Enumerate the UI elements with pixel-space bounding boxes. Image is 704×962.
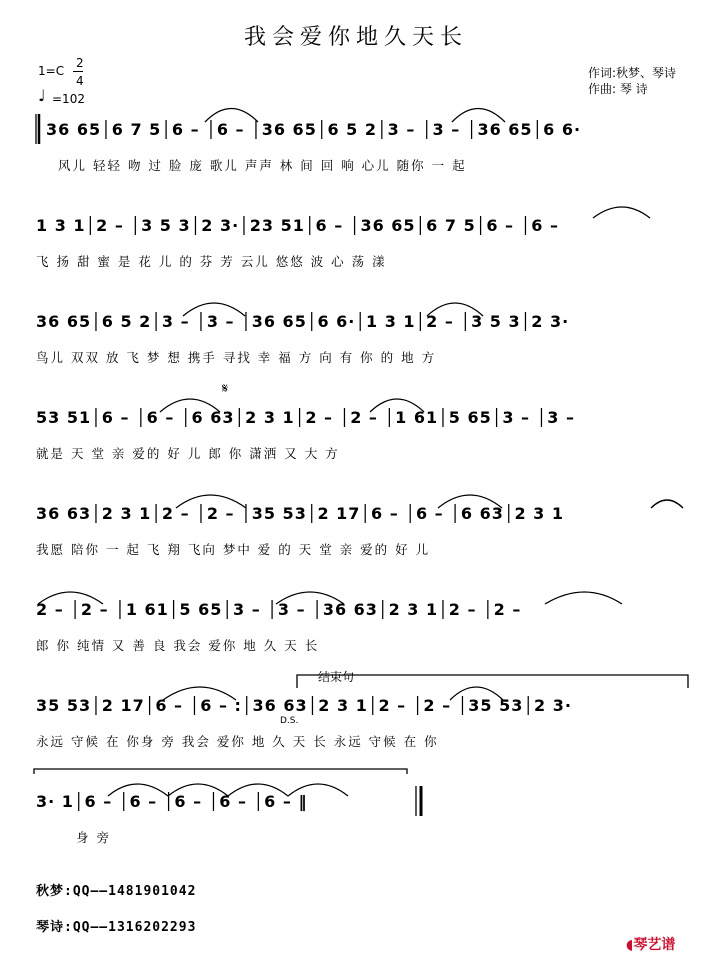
system-8-notes: 3· 1│6 – │6 – │6 – │6 – │6 – ‖ (36, 792, 308, 811)
tempo: =102 (52, 92, 85, 106)
contact-value: QQ——1316202293 (72, 920, 197, 935)
system-8-lyrics: 身 旁 (76, 830, 111, 845)
system-5-lyrics: 我愿 陪你 一 起 飞 翔 飞向 梦中 爱 的 天 堂 亲 爱的 好 儿 (36, 542, 431, 557)
contact-name: 琴诗: (36, 920, 73, 935)
system-6-notes: 2 – │2 – │1 61│5 65│3 – │3 – │36 63│2 3 1│2 – │2 – (36, 600, 522, 619)
time-signature-bottom: 4 (76, 74, 84, 88)
system-7-lyrics: 永远 守候 在 你身 旁 我会 爱你 地 久 天 长 永远 守候 在 你 (36, 734, 439, 749)
watermark-logo (626, 934, 675, 954)
system-1-lyrics: 风儿 轻轻 吻 过 脸 庞 歌儿 声声 林 间 回 响 心儿 随你 一 起 (58, 158, 467, 173)
system-3-lyrics: 鸟儿 双双 放 飞 梦 想 携手 寻找 幸 福 方 向 有 你 的 地 方 (36, 350, 437, 365)
system-3-notes: 36 65│6 5 2│3 – │3 – │36 65│6 6·│1 3 1│2 – │3 5 3│2 3· (36, 312, 570, 331)
system-4-lyrics: 就是 天 堂 亲 爱的 好 儿 郎 你 潇洒 又 大 方 (36, 446, 340, 461)
system-4-notes: 53 51│6 – │6 – │6 63│2 3 1│2 – │2 – │1 61│5 65│3 – │3 – (36, 408, 575, 427)
ending-label: 结束句 (318, 670, 355, 684)
contact-qinshi (36, 916, 196, 935)
contact-name: 秋梦: (36, 884, 73, 899)
contact-qiumeng (36, 880, 196, 899)
system-6-lyrics: 郎 你 纯情 又 善 良 我会 爱你 地 久 天 长 (36, 638, 320, 653)
watermark-icon: ◖ (626, 937, 634, 953)
system-2-notes: 1 3 1│2 – │3 5 3│2 3·│23 51│6 – │36 65│6 7 5│6 – │6 – (36, 216, 559, 235)
watermark-text: 琴艺谱 (633, 937, 676, 953)
system-5-notes: 36 63│2 3 1│2 – │2 – │35 53│2 17│6 – │6 – │6 63│2 3 1 (36, 504, 565, 523)
time-signature-top: 2 (76, 56, 84, 70)
system-1-notes: 36 65│6 7 5│6 – │6 – │36 65│6 5 2│3 – │3 – │36 65│6 6· (46, 120, 582, 139)
time-signature-line (73, 71, 83, 72)
page-title: 我会爱你地久天长 (244, 25, 469, 50)
contact-value: QQ——1481901042 (72, 884, 197, 899)
system-7-notes: 35 53│2 17│6 – │6 – :│36 63│2 3 1│2 – │2 – │35 53│2 3· (36, 696, 572, 715)
key-signature: 1=C (38, 64, 65, 78)
composer-credit: 作曲: 琴 诗 (588, 82, 648, 96)
lyricist-credit: 作词:秋梦、琴诗 (588, 66, 677, 80)
system-2-lyrics: 飞 扬 甜 蜜 是 花 儿 的 芬 芳 云儿 悠悠 波 心 荡 漾 (36, 254, 387, 269)
ds-marker: D.S. (280, 716, 299, 726)
quarter-note-icon: ♩ (38, 86, 46, 105)
svg-text:𝄋: 𝄋 (222, 381, 229, 397)
